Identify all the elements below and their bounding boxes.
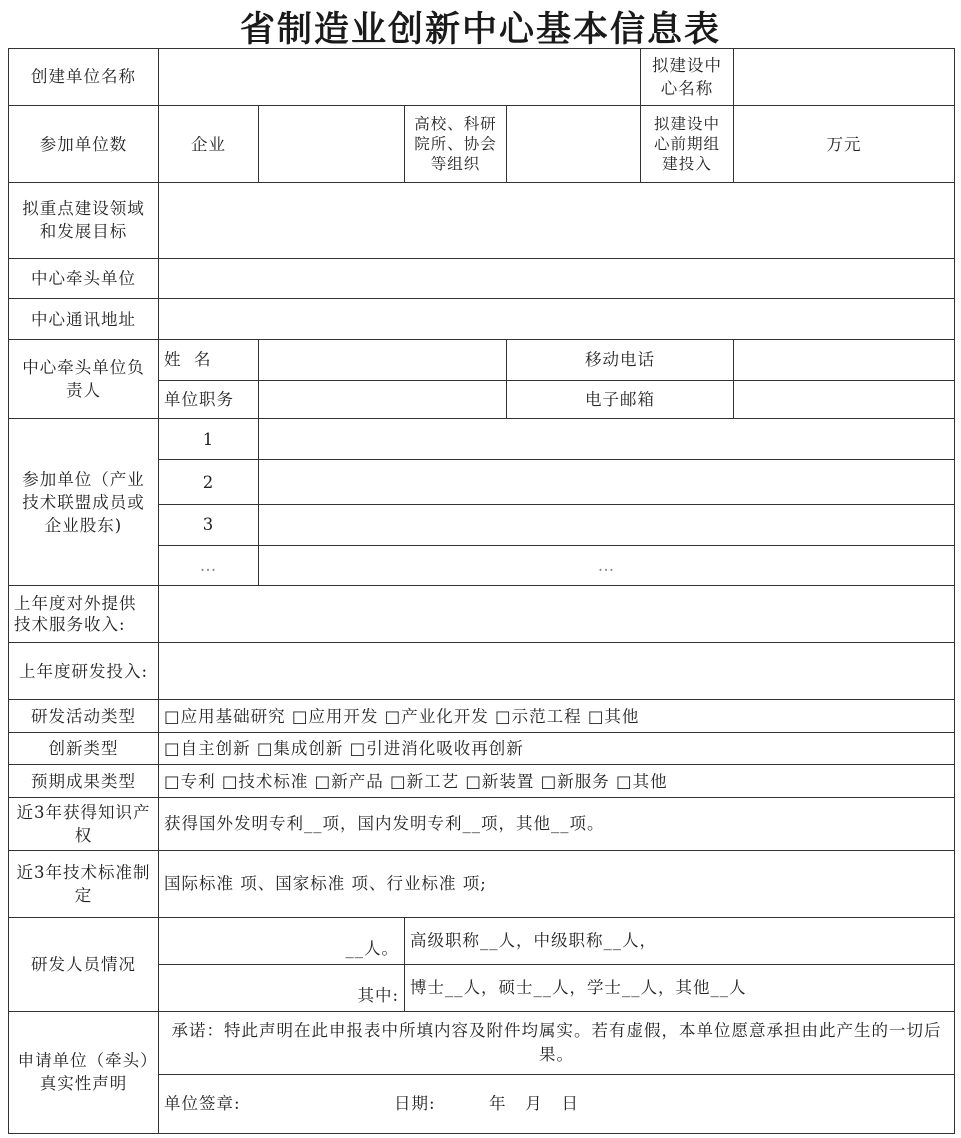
rd-investment-field[interactable] (159, 643, 955, 700)
investment-label: 拟建设中心前期组建投入 (641, 105, 734, 182)
mobile-label: 移动电话 (507, 340, 734, 381)
ip-text[interactable]: 获得国外发明专利__项，国内发明专利__项，其他__项。 (159, 797, 955, 850)
member-number: 2 (159, 460, 259, 505)
rd-staff-among: 其中: (159, 964, 405, 1011)
service-income-field[interactable] (159, 586, 955, 643)
email-label: 电子邮箱 (507, 380, 734, 419)
enterprise-count-field[interactable] (259, 105, 405, 182)
member-field-1[interactable] (259, 419, 955, 460)
rd-staff-label: 研发人员情况 (9, 918, 159, 1012)
center-name-field[interactable] (734, 49, 955, 106)
standards-label: 近3年技术标准制定 (9, 850, 159, 917)
key-fields-field[interactable] (159, 183, 955, 258)
info-form-table (8, 48, 955, 1134)
date-fields[interactable]: 年 月 日 (489, 1094, 579, 1114)
key-fields-label: 拟重点建设领域和发展目标 (9, 183, 159, 258)
member-ellipsis: … (259, 545, 955, 586)
seal-label: 单位签章: (164, 1094, 241, 1114)
signature-row (159, 1074, 955, 1133)
lead-unit-field[interactable] (159, 258, 955, 299)
center-name-label: 拟建设中心名称 (641, 49, 734, 106)
standards-text[interactable]: 国际标准 项、国家标准 项、行业标准 项; (159, 850, 955, 917)
service-income-label: 上年度对外提供技术服务收入: (9, 586, 159, 643)
org-name-field[interactable] (159, 49, 641, 106)
declaration-statement: 承诺：特此声明在此申报表中所填内容及附件均属实。若有虚假，本单位愿意承担由此产生的一切后果。 (159, 1011, 955, 1074)
rd-investment-label: 上年度研发投入: (9, 643, 159, 700)
email-field[interactable] (734, 380, 955, 419)
member-number: 1 (159, 419, 259, 460)
expected-results-label: 预期成果类型 (9, 765, 159, 798)
rd-staff-degrees[interactable]: 博士__人，硕士__人，学士__人，其他__人 (405, 964, 955, 1011)
rd-staff-total[interactable]: __人。 (159, 918, 405, 965)
declaration-label: 申请单位（牵头）真实性声明 (9, 1011, 159, 1133)
form-title: 省制造业创新中心基本信息表 (239, 10, 721, 50)
institutes-label: 高校、科研院所、协会等组织 (405, 105, 507, 182)
investment-unit[interactable]: 万元 (734, 105, 955, 182)
address-label: 中心通讯地址 (9, 299, 159, 340)
members-label: 参加单位（产业技术联盟成员或企业股东) (9, 419, 159, 586)
mobile-field[interactable] (734, 340, 955, 381)
institutes-count-field[interactable] (507, 105, 641, 182)
member-number: 3 (159, 504, 259, 545)
rd-type-label: 研发活动类型 (9, 700, 159, 733)
lead-person-label: 中心牵头单位负责人 (9, 340, 159, 419)
rd-type-options[interactable]: □应用基础研究 □应用开发 □产业化开发 □示范工程 □其他 (159, 700, 955, 733)
ip-label: 近3年获得知识产权 (9, 797, 159, 850)
member-number: … (159, 545, 259, 586)
enterprise-label: 企业 (159, 105, 259, 182)
participants-count-label: 参加单位数 (9, 105, 159, 182)
person-name-field[interactable] (259, 340, 507, 381)
person-name-label: 姓 名 (159, 340, 259, 381)
member-field-2[interactable] (259, 460, 955, 505)
date-label: 日期: (394, 1094, 436, 1114)
position-label: 单位职务 (159, 380, 259, 419)
position-field[interactable] (259, 380, 507, 419)
innovation-type-options[interactable]: □自主创新 □集成创新 □引进消化吸收再创新 (159, 732, 955, 765)
org-name-label: 创建单位名称 (9, 49, 159, 106)
expected-results-options[interactable]: □专利 □技术标准 □新产品 □新工艺 □新装置 □新服务 □其他 (159, 765, 955, 798)
member-field-3[interactable] (259, 504, 955, 545)
address-field[interactable] (159, 299, 955, 340)
rd-staff-titles[interactable]: 高级职称__人，中级职称__人， (405, 918, 955, 965)
lead-unit-label: 中心牵头单位 (9, 258, 159, 299)
innovation-type-label: 创新类型 (9, 732, 159, 765)
